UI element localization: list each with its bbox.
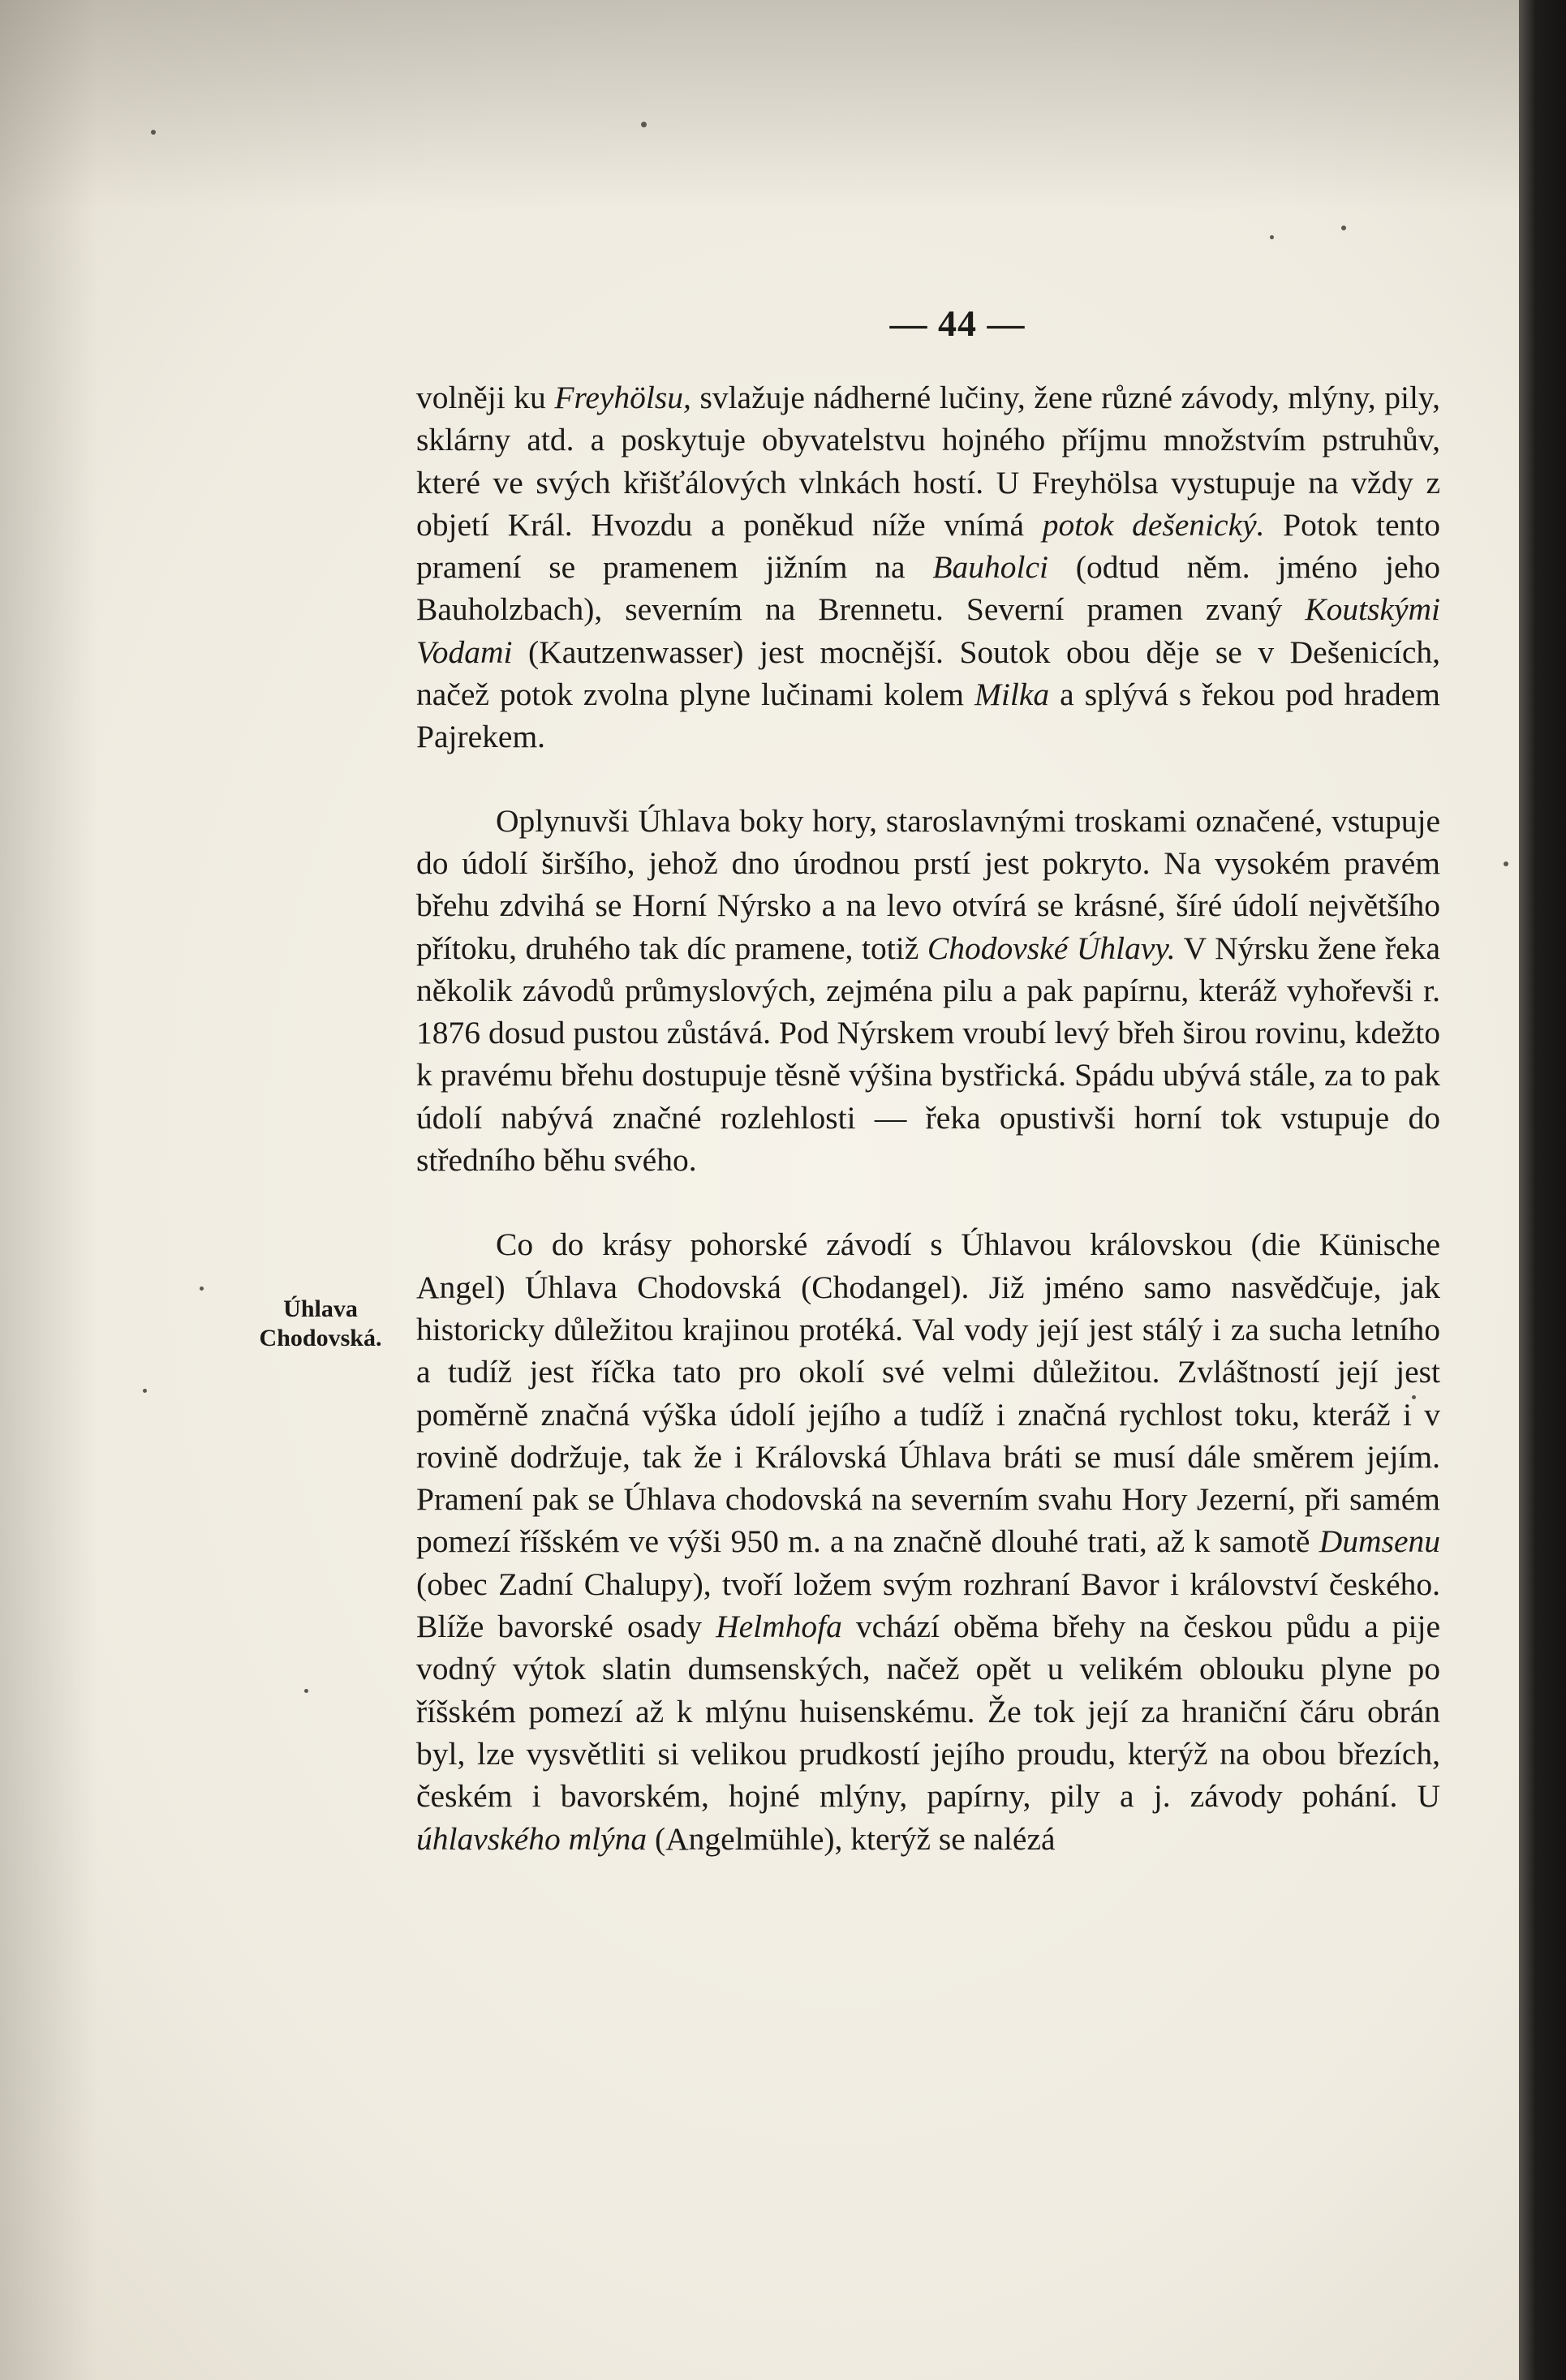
text-run: V Nýrsku žene řeka několik závodů průmyslových, zejména pilu a pak papírnu, kteráž vyhořevši r. 1876 dosud pustou zůstává. Pod Nýrskem vroubí levý břeh širou rovinu, kdežto k pravému břehu dostupuje těsně výšina bystřická. Spádu ubývá stále, za to pak údolí nabývá značné rozlehlosti — řeka opustivši horní tok vstupuje do středního běhu svého. [416,930,1440,1179]
text-run: a splývá s řekou pod hradem Pajrekem. [416,677,1440,755]
text-run: vchází oběma břehy na českou půdu a pije vodný výtok slatin dumsenských, načež opět u velikém oblouku plyne po říšském pomezí až k mlýnu huisenskému. Že tok její za hraniční čáru obrán byl, lze vysvětliti si velikou prudkostí jejího proudu, kterýž na obou březích, českém i bavorském, hojné mlýny, papírny, pily a j. závody pohání. U [416,1609,1440,1815]
margin-note [239,1295,402,1353]
italic-text-run: Freyhölsu, [554,380,691,415]
paper-speck [304,1689,308,1693]
paper-left-shading [0,0,97,2380]
paper-speck [1341,226,1346,230]
paragraph [416,376,1440,758]
scan-dark-edge [1519,0,1566,2380]
paper-top-shading [0,0,1519,211]
italic-text-run: Helmhofa [716,1609,842,1645]
paragraph [416,800,1440,1182]
margin-note-line: Úhlava [283,1295,358,1322]
text-run: Co do krásy pohorské závodí s Úhlavou královskou (die Künische Angel) Úhlava Chodovská (Chodangel). Již jméno samo nasvědčuje, jak historicky důležitou krajinou protéká. Val vody její jest stálý i za sucha letního a tudíž jest říčka tato pro okolí své velmi důležitou. Zvláštností její jest poměrně značná výška údolí jejího a tudíž i značná rychlost toku, kteráž i v rovině dodržuje, tak že i Královská Úhlava bráti se musí dále směrem jejím. Pramení pak se Úhlava chodovská na severním svahu Hory Jezerní, při samém pomezí říšském ve výši 950 m. a na značně dlouhé trati, až k samotě [416,1227,1440,1560]
text-run: (obec Zadní Chalupy), tvoří ložem svým rozhraní Bavor i království českého. Blíže bavorské osady [416,1566,1440,1645]
italic-text-run: Chodovské Úhlavy. [927,930,1176,966]
italic-text-run: potok dešenický. [1042,506,1265,543]
text-run: Potok tento pramení se pramenem jižním na [416,506,1440,586]
text-run: (Angelmühle), kterýž se nalézá [647,1820,1056,1857]
italic-text-run: Bauholci [932,549,1048,586]
text-run: volněji ku [416,380,555,415]
paragraph [416,1223,1440,1859]
text-run: (odtud něm. jméno jeho Bauholzbach), severním na Brennetu. Severní pramen zvaný [416,549,1441,628]
text-column [416,376,1440,1860]
text-run: svlažuje nádherné lučiny, žene různé závody, mlýny, pily, sklárny atd. a poskytuje obyvatelstvu hojného příjmu množstvím pstruhův, které ve svých křišťálových vlnkách hostí. U Freyhölsa vystupuje na vždy z objetí Král. Hvozdu a poněkud níže vnímá [416,380,1440,543]
page-number: — 44 — [889,303,1026,344]
italic-text-run: Koutskými Vodami [416,591,1440,670]
paper-speck [641,122,647,127]
italic-text-run: úhlavského mlýna [416,1820,647,1857]
paper-speck [151,130,156,135]
paper-speck [143,1389,147,1393]
paper-speck [1270,235,1274,239]
text-run: Oplynuvši Úhlava boky hory, staroslavnými troskami označené, vstupuje do údolí širšího, jehož dno úrodnou prstí jest pokryto. Na vysokém pravém břehu zdvihá se Horní Nýrsko a na levo otvírá se krásné, šíré údolí největšího přítoku, druhého tak díc pramene, totiž [416,802,1440,966]
margin-note-line: Chodovská. [259,1325,382,1351]
paper-speck [1504,861,1508,866]
text-run: (Kautzenwasser) jest mocnější. Soutok obou děje se v Dešenicích, načež potok zvolna plyne lučinami kolem [416,634,1440,713]
italic-text-run: Milka [974,677,1050,713]
paper-speck [200,1287,204,1291]
italic-text-run: Dumsenu [1319,1523,1440,1560]
